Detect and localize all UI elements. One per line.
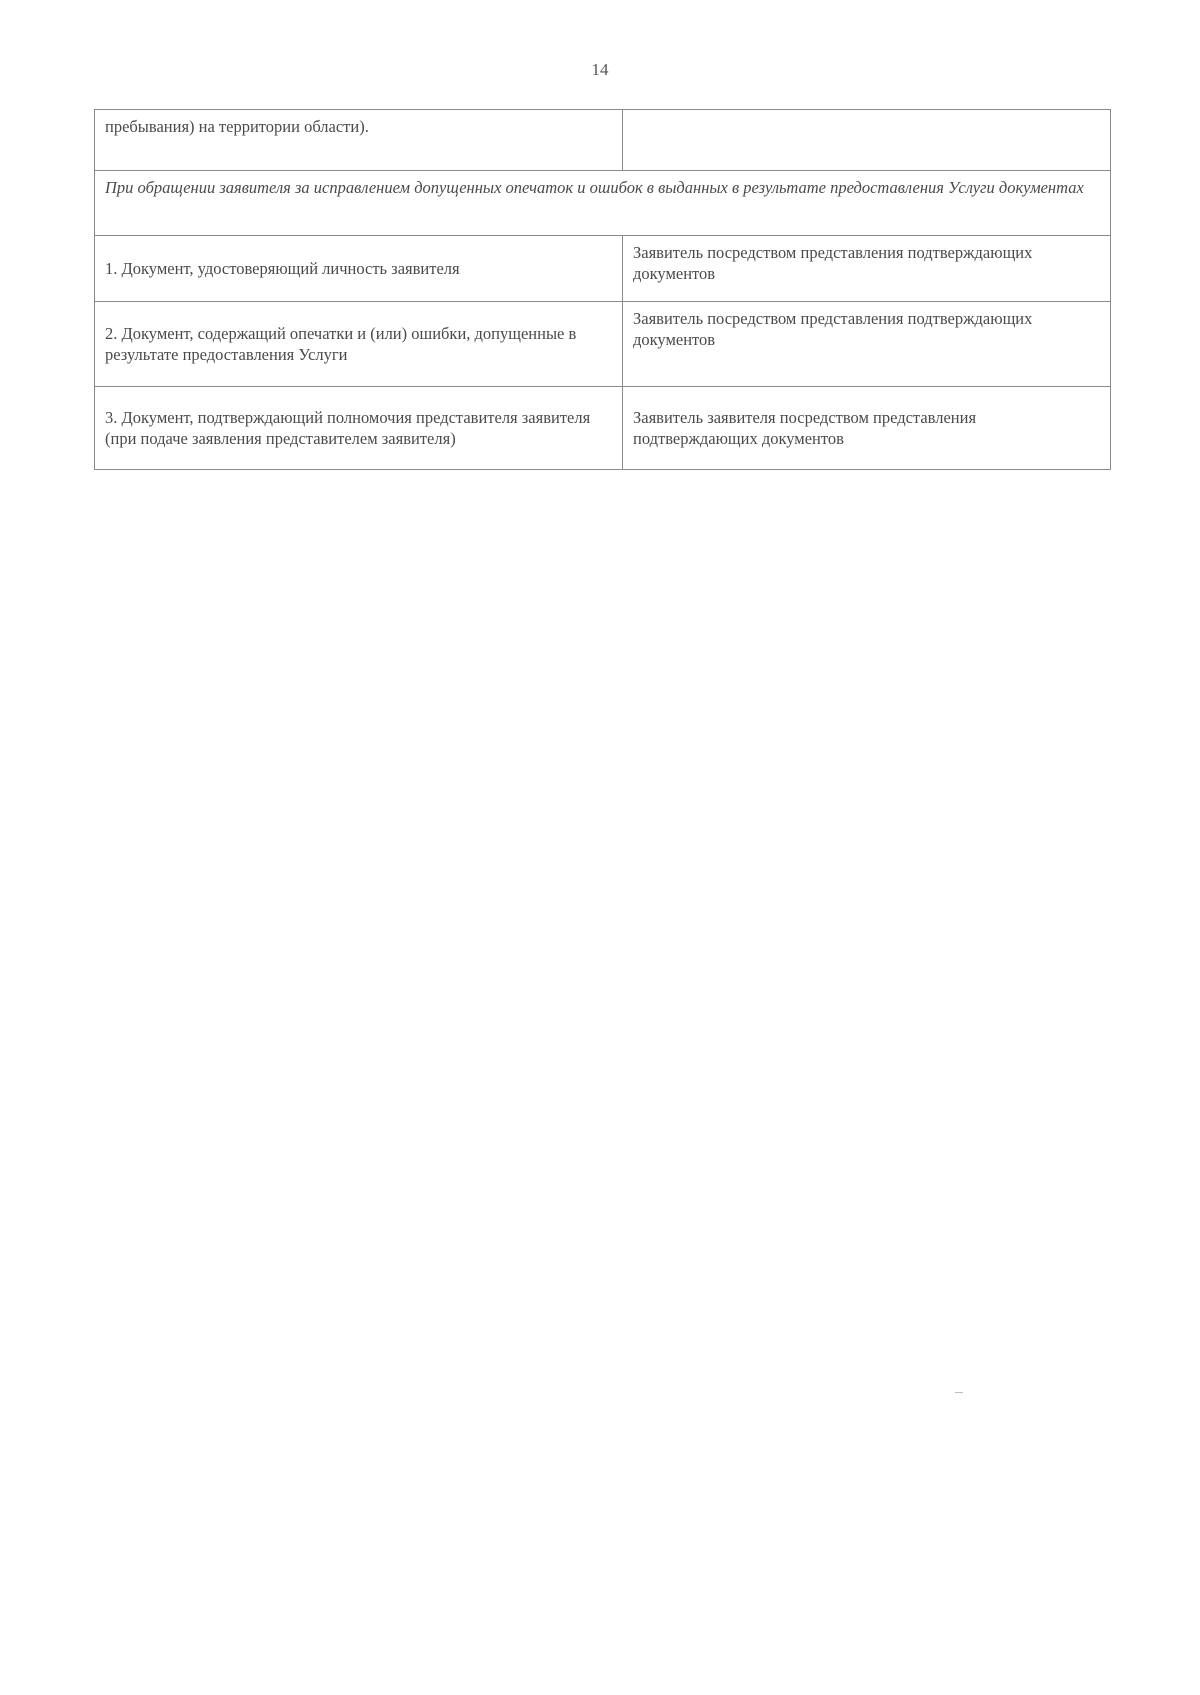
table-row bbox=[95, 110, 1111, 171]
document-name-cell: 1. Документ, удостоверяющий личность заявителя bbox=[95, 236, 623, 302]
submitter-cell: Заявитель заявителя посредством представления подтверждающих документов bbox=[623, 387, 1111, 470]
page-number: 14 bbox=[591, 60, 609, 79]
table-cell-continuation: пребывания) на территории области). bbox=[95, 110, 623, 171]
document-name-cell: 3. Документ, подтверждающий полномочия представителя заявителя (при подаче заявления представителем заявителя) bbox=[95, 387, 623, 470]
submitter-cell: Заявитель посредством представления подтверждающих документов bbox=[623, 302, 1111, 387]
table-cell-empty bbox=[623, 110, 1111, 171]
table-row bbox=[95, 236, 1111, 302]
table-row bbox=[95, 387, 1111, 470]
documents-table bbox=[94, 109, 1111, 470]
document-name-cell: 2. Документ, содержащий опечатки и (или) ошибки, допущенные в результате предоставления Услуги bbox=[95, 302, 623, 387]
table-row bbox=[95, 302, 1111, 387]
section-header-row bbox=[95, 171, 1111, 236]
section-header: При обращении заявителя за исправлением допущенных опечаток и ошибок в выданных в результате предоставления Услуги документах bbox=[95, 171, 1111, 236]
scan-mark bbox=[955, 1392, 963, 1393]
submitter-cell: Заявитель посредством представления подтверждающих документов bbox=[623, 236, 1111, 302]
